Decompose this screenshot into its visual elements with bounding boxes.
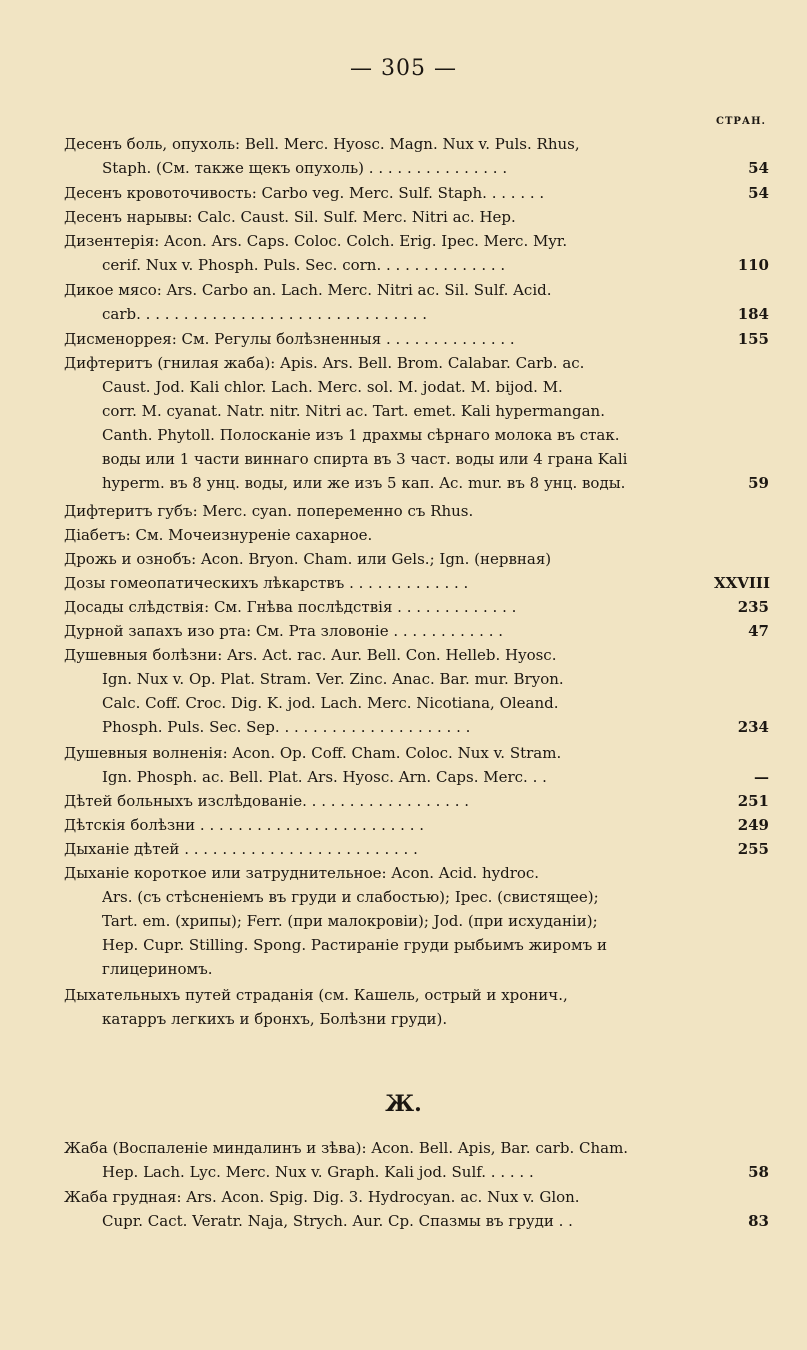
entry-page-number: 155: [737, 330, 769, 348]
index-entry: [64, 499, 804, 523]
entry-text: Дизентерія: Acon. Ars. Caps. Coloc. Colch. Erig. Ipec. Merc. Myr.: [64, 232, 568, 250]
entry-line: [64, 181, 804, 205]
entry-page-number: 184: [737, 305, 769, 323]
entry-text: cerif. Nux v. Phosph. Puls. Sec. corn. . . . . . . . . . . . . .: [102, 256, 506, 274]
entry-continuation-line: [64, 156, 804, 180]
entry-continuation-line: [64, 399, 804, 423]
entry-page-number: —: [754, 768, 769, 786]
index-entry: [64, 983, 804, 1031]
entry-text: Досады слѣдствія: См. Гнѣва послѣдствія . . . . . . . . . . . . .: [64, 598, 517, 616]
entry-text: Дыханіе дѣтей . . . . . . . . . . . . . . . . . . . . . . . . .: [64, 840, 418, 858]
index-entry: [64, 595, 804, 619]
entry-continuation-line: [64, 423, 804, 447]
entry-continuation-line: [64, 667, 804, 691]
index-entry: [64, 278, 804, 326]
entry-text: Cupr. Cact. Veratr. Naja, Strych. Aur. Ср. Спазмы въ груди . .: [102, 1212, 573, 1230]
section-letter-heading: Ж.: [385, 1091, 422, 1117]
entry-text: Calc. Coff. Croc. Dig. K. jod. Lach. Merc. Nicotiana, Oleand.: [102, 694, 559, 712]
entry-text: Дифтеритъ (гнилая жаба): Apis. Ars. Bell. Brom. Calabar. Carb. ac.: [64, 354, 585, 372]
entry-line: [64, 983, 804, 1007]
index-entry: [64, 571, 804, 595]
entry-line: [64, 351, 804, 375]
index-entry: [64, 837, 804, 861]
entry-text: Hep. Cupr. Stilling. Spong. Растираніе груди рыбьимъ жиромъ и: [102, 936, 608, 954]
entry-text: Ars. (съ стѣсненіемъ въ груди и слабостью); Ipec. (свистящее);: [102, 888, 599, 906]
index-entry: [64, 741, 804, 789]
entry-text: воды или 1 части виннаго спирта въ 3 част. воды или 4 грана Kali: [102, 450, 628, 468]
entry-page-number: 58: [748, 1163, 769, 1181]
index-entry: [64, 523, 804, 547]
index-entry: [64, 205, 804, 229]
entry-line: [64, 619, 804, 643]
entry-page-number: XXVIII: [714, 574, 770, 592]
entry-text: Hep. Lach. Lyc. Merc. Nux v. Graph. Kali jod. Sulf. . . . . .: [102, 1163, 534, 1181]
entry-text: Душевныя болѣзни: Ars. Act. rac. Aur. Bell. Con. Helleb. Hyosc.: [64, 646, 557, 664]
entry-continuation-line: [64, 1209, 804, 1233]
index-entry: [64, 547, 804, 571]
entry-page-number: 83: [748, 1212, 769, 1230]
entry-continuation-line: [64, 885, 804, 909]
entry-text: Діабетъ: См. Мочеизнуреніе сахарное.: [64, 526, 373, 544]
entry-continuation-line: [64, 957, 804, 981]
entry-line: [64, 595, 804, 619]
entry-continuation-line: [64, 765, 804, 789]
entry-continuation-line: [64, 375, 804, 399]
entry-text: corr. M. cyanat. Natr. nitr. Nitri ac. Tart. emet. Kali hypermangan.: [102, 402, 605, 420]
entry-line: [64, 278, 804, 302]
entry-continuation-line: [64, 715, 804, 739]
entry-page-number: 54: [748, 159, 769, 177]
entry-text: Дрожь и ознобъ: Acon. Bryon. Cham. или Gels.; Ign. (нервная): [64, 550, 552, 568]
index-entry: [64, 351, 804, 495]
entry-line: [64, 205, 804, 229]
entry-line: [64, 1136, 804, 1160]
entry-text: Десенъ нарывы: Calc. Caust. Sil. Sulf. Merc. Nitri ac. Hep.: [64, 208, 516, 226]
entry-text: Дурной запахъ изо рта: См. Рта зловоніе . . . . . . . . . . . .: [64, 622, 503, 640]
entry-line: [64, 547, 804, 571]
entry-line: [64, 523, 804, 547]
entry-line: [64, 837, 804, 861]
entry-page-number: 255: [737, 840, 769, 858]
page-number: — 305 —: [350, 56, 457, 81]
entry-line: [64, 643, 804, 667]
entry-text: глицериномъ.: [102, 960, 213, 978]
index-entry: [64, 181, 804, 205]
index-entry: [64, 132, 804, 180]
index-entry: [64, 861, 804, 981]
index-entry: [64, 789, 804, 813]
entry-continuation-line: [64, 447, 804, 471]
entry-text: Жаба (Воспаленіе миндалинъ и зѣва): Acon. Bell. Apis, Bar. carb. Cham.: [64, 1139, 629, 1157]
entry-line: [64, 741, 804, 765]
entry-page-number: 59: [748, 474, 769, 492]
entry-line: [64, 499, 804, 523]
entry-text: Phosph. Puls. Sec. Sep. . . . . . . . . . . . . . . . . . . . .: [102, 718, 471, 736]
entry-continuation-line: [64, 933, 804, 957]
entry-continuation-line: [64, 302, 804, 326]
entry-text: Дыхательныхъ путей страданія (см. Кашель, острый и хронич.,: [64, 986, 568, 1004]
entry-continuation-line: [64, 253, 804, 277]
entry-page-number: 251: [737, 792, 769, 810]
entry-line: [64, 1185, 804, 1209]
entry-text: Caust. Jod. Kali chlor. Lach. Merc. sol. M. jodat. M. bijod. M.: [102, 378, 563, 396]
entry-line: [64, 229, 804, 253]
entry-continuation-line: [64, 1007, 804, 1031]
entry-text: Дикое мясо: Ars. Carbo an. Lach. Merc. Nitri ac. Sil. Sulf. Acid.: [64, 281, 552, 299]
entry-continuation-line: [64, 909, 804, 933]
entry-text: Дѣтскія болѣзни . . . . . . . . . . . . . . . . . . . . . . . .: [64, 816, 425, 834]
entry-line: [64, 789, 804, 813]
entry-text: Tart. em. (хрипы); Ferr. (при малокровіи); Jod. (при исхуданіи);: [102, 912, 598, 930]
entry-text: Десенъ кровоточивость: Carbo veg. Merc. Sulf. Staph. . . . . . .: [64, 184, 545, 202]
entry-text: Дозы гомеопатическихъ лѣкарствъ . . . . . . . . . . . . .: [64, 574, 469, 592]
entry-text: Десенъ боль, опухоль: Bell. Merc. Hyosc. Magn. Nux v. Puls. Rhus,: [64, 135, 580, 153]
index-entry: [64, 1136, 804, 1184]
entry-line: [64, 861, 804, 885]
entry-continuation-line: [64, 471, 804, 495]
entry-text: carb. . . . . . . . . . . . . . . . . . . . . . . . . . . . . . .: [102, 305, 427, 323]
entry-text: Ign. Phosph. ac. Bell. Plat. Ars. Hyosc. Arn. Caps. Merc. . .: [102, 768, 547, 786]
entry-line: [64, 327, 804, 351]
entry-page-number: 47: [748, 622, 769, 640]
entry-text: Жаба грудная: Ars. Acon. Spig. Dig. 3. Hydrocyan. ac. Nux v. Glon.: [64, 1188, 580, 1206]
entry-page-number: 249: [737, 816, 769, 834]
index-entry: [64, 619, 804, 643]
index-entry: [64, 229, 804, 277]
entry-line: [64, 132, 804, 156]
entry-text: Дѣтей больныхъ изслѣдованіе. . . . . . . . . . . . . . . . . .: [64, 792, 470, 810]
page-column-header: СТРАН.: [716, 116, 766, 127]
entry-line: [64, 571, 804, 595]
index-entry: [64, 1185, 804, 1233]
entry-line: [64, 813, 804, 837]
entry-text: Душевныя волненія: Acon. Op. Coff. Cham. Coloc. Nux v. Stram.: [64, 744, 562, 762]
entry-page-number: 54: [748, 184, 769, 202]
index-entry: [64, 327, 804, 351]
index-entry: [64, 813, 804, 837]
entry-text: hyperm. въ 8 унц. воды, или же изъ 5 кап. Ac. mur. въ 8 унц. воды.: [102, 474, 626, 492]
entry-text: Дифтеритъ губъ: Merc. cyan. попеременно съ Rhus.: [64, 502, 474, 520]
entry-text: Canth. Phytoll. Полосканіе изъ 1 драхмы сѣрнаго молока въ стак.: [102, 426, 620, 444]
entry-text: Ign. Nux v. Op. Plat. Stram. Ver. Zinc. Anac. Bar. mur. Bryon.: [102, 670, 564, 688]
entry-page-number: 110: [737, 256, 769, 274]
entry-page-number: 235: [737, 598, 769, 616]
entry-text: Дыханіе короткое или затруднительное: Acon. Acid. hydroc.: [64, 864, 540, 882]
index-entry: [64, 643, 804, 739]
entry-text: Дисменоррея: См. Регулы болѣзненныя . . . . . . . . . . . . . .: [64, 330, 515, 348]
entry-text: Staph. (См. также щекъ опухоль) . . . . . . . . . . . . . . .: [102, 159, 508, 177]
entry-page-number: 234: [737, 718, 769, 736]
entry-continuation-line: [64, 1160, 804, 1184]
entry-text: катарръ легкихъ и бронхъ, Болѣзни груди).: [102, 1010, 448, 1028]
entry-continuation-line: [64, 691, 804, 715]
